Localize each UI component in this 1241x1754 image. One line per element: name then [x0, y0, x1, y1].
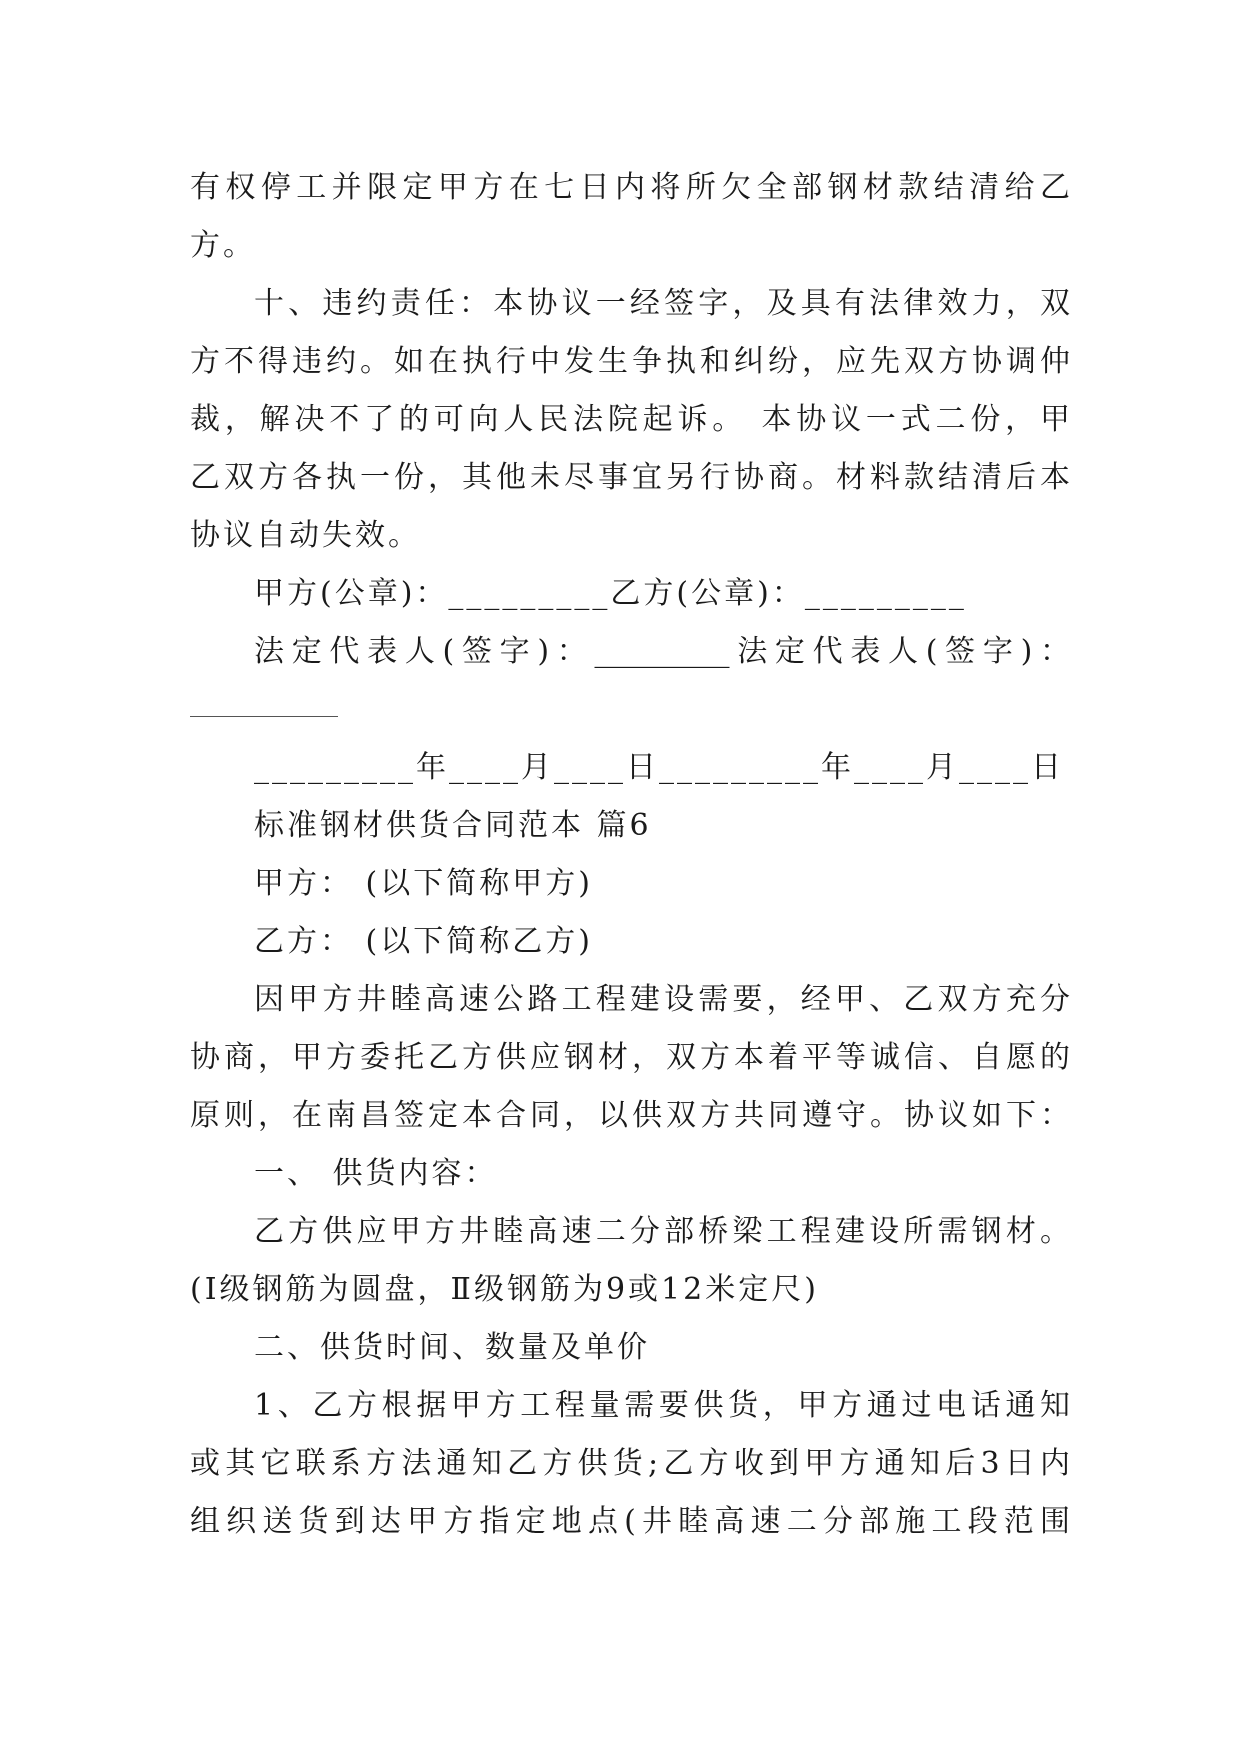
paragraph-line: 组织送货到达甲方指定地点(井睦高速二分部施工段范围 — [190, 1504, 1070, 1539]
clause-heading: 二、供货时间、数量及单价 — [254, 1330, 650, 1365]
paragraph-line: 十、违约责任：本协议一经签字，及具有法律效力，双 — [254, 286, 1070, 321]
paragraph-line: 乙方供应甲方井睦高速二分部桥梁工程建设所需钢材。 — [254, 1214, 1070, 1249]
signature-line: 法定代表人(签字)：_________法定代表人(签字)： — [254, 634, 1070, 669]
paragraph-line: (Ⅰ级钢筋为圆盘，Ⅱ级钢筋为9或12米定尺) — [190, 1272, 819, 1307]
party-b-line: 乙方： (以下简称乙方) — [254, 924, 593, 959]
section-title: 标准钢材供货合同范本 篇6 — [254, 808, 652, 843]
paragraph-line: 原则，在南昌签定本合同，以供双方共同遵守。协议如下： — [190, 1098, 1070, 1133]
paragraph-line: 协商，甲方委托乙方供应钢材，双方本着平等诚信、自愿的 — [190, 1040, 1070, 1075]
paragraph-line: 方不得违约。如在执行中发生争执和纠纷，应先双方协调仲 — [190, 344, 1070, 379]
paragraph-line: 乙双方各执一份，其他未尽事宜另行协商。材料款结清后本 — [190, 460, 1070, 495]
paragraph-line: 方。 — [190, 228, 256, 263]
paragraph-line: 或其它联系方法通知乙方供货;乙方收到甲方通知后3日内 — [190, 1446, 1070, 1481]
paragraph-line: 协议自动失效。 — [190, 518, 421, 553]
paragraph-line: 因甲方井睦高速公路工程建设需要，经甲、乙双方充分 — [254, 982, 1070, 1017]
paragraph-line: 裁，解决不了的可向人民法院起诉。 本协议一式二份，甲 — [190, 402, 1070, 437]
date-line: _________年____月____日_________年____月____日 — [254, 750, 1064, 785]
clause-heading: 一、 供货内容： — [254, 1156, 498, 1191]
signature-line: 甲方(公章)：_________乙方(公章)：_________ — [254, 576, 967, 611]
paragraph-line: 1、乙方根据甲方工程量需要供货，甲方通过电话通知 — [254, 1388, 1070, 1423]
paragraph-line: 有权停工并限定甲方在七日内将所欠全部钢材款结清给乙 — [190, 170, 1070, 205]
signature-blank — [190, 716, 338, 717]
party-a-line: 甲方： (以下简称甲方) — [254, 866, 593, 901]
